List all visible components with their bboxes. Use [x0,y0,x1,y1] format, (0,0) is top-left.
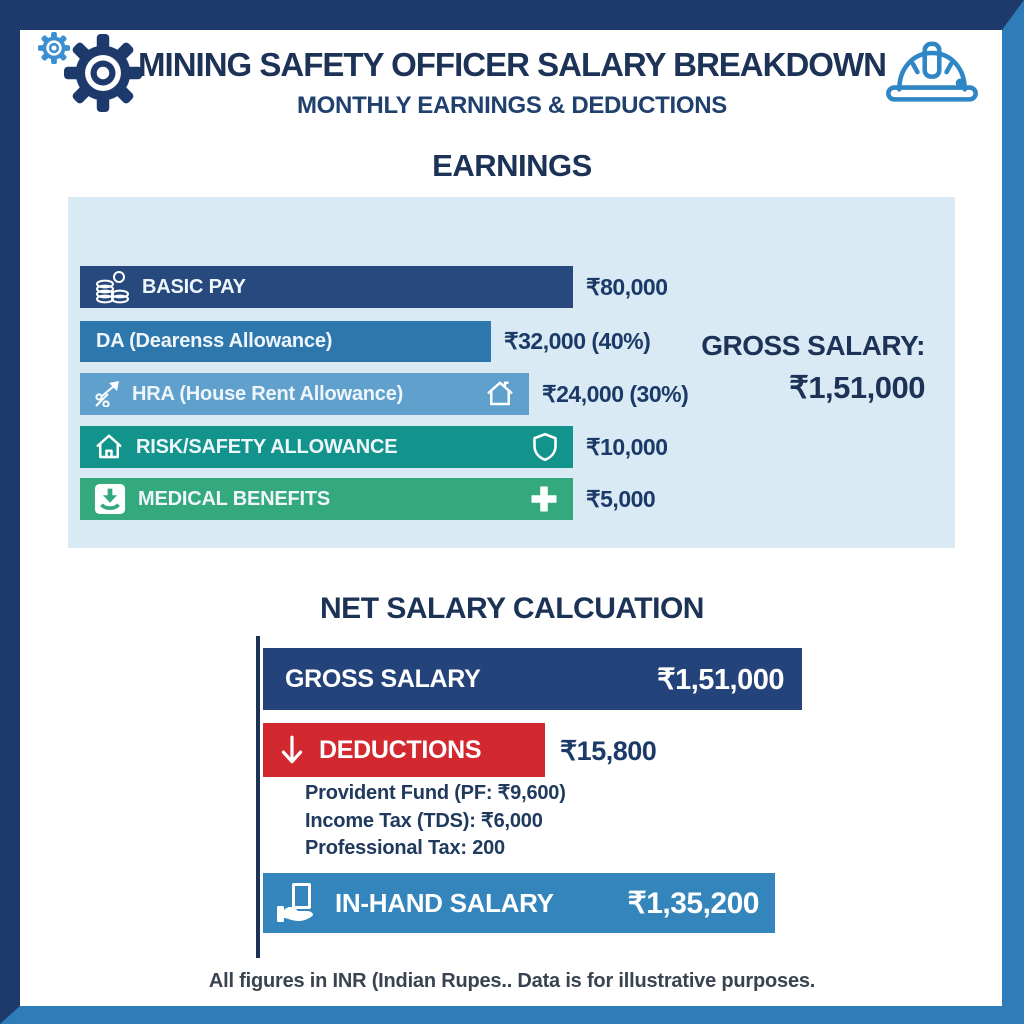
bar-label: DA (Dearenss Allowance) [96,330,333,352]
plus-icon [529,484,559,514]
in-hand-label: IN-HAND SALARY [335,887,554,918]
deductions-label: DEDUCTIONS [319,735,482,764]
gross-salary-label: GROSS SALARY: [701,330,925,361]
medical-bar [80,478,573,520]
earnings-section-title: EARNINGS [432,148,592,183]
bar-label: BASIC PAY [142,275,246,298]
earning-row-basic-pay [80,266,667,308]
deduction-item: Income Tax (TDS): ₹6,000 [305,809,543,832]
page-subtitle: MONTHLY EARNINGS & DEDUCTIONS [296,92,727,119]
deduction-item: Provident Fund (PF: ₹9,600) [305,782,566,804]
earning-row-da [80,321,650,362]
bar-label: MEDICAL BENEFITS [138,487,330,510]
hard-hat-icon [882,36,982,115]
deduction-item: Professional Tax: 200 [305,837,505,859]
medical-receive-icon [94,483,126,515]
house-icon [94,432,124,462]
bar-label: HRA (House Rent Allowance) [132,382,404,405]
page-title: MINING SAFETY OFFICER SALARY BREAKDOWN [138,46,886,83]
gross-salary-value: ₹1,51,000 [789,370,925,405]
down-arrow-icon [279,734,305,766]
hand-money-icon [275,881,323,925]
deductions-bar [263,723,545,777]
bar-value: ₹5,000 [586,485,656,512]
axis-line [256,636,260,958]
risk-safety-bar [80,426,573,468]
in-hand-value: ₹1,35,200 [627,886,759,920]
da-bar [80,321,491,362]
bar-label: RISK/SAFETY ALLOWANCE [136,435,398,458]
bar-value: ₹10,000 [586,433,668,460]
percent-growth-icon [94,381,120,407]
footer-note: All figures in INR (Indian Rupes.. Data is for illustrative purposes. [208,970,816,992]
net-gross-salary-bar [263,648,802,710]
deduction-items-list [305,780,566,863]
earning-row-risk-safety [80,426,667,468]
bar-value: ₹80,000 [586,273,668,300]
bar-value: ₹32,000 (40%) [504,328,651,354]
net-salary-section-title: NET SALARY CALCUATION [320,592,704,625]
house-icon [485,379,515,409]
net-gross-value: ₹1,51,000 [657,663,784,696]
hra-bar [80,373,529,415]
net-gross-label: GROSS SALARY [285,664,481,693]
basic-pay-bar [80,266,573,308]
deductions-value: ₹15,800 [560,736,657,766]
bar-value: ₹24,000 (30%) [542,380,689,407]
in-hand-salary-bar [263,873,775,933]
shield-icon [531,431,559,463]
earning-row-medical [80,478,655,520]
coins-icon [94,269,130,305]
gross-salary-summary [701,330,925,406]
earning-row-hra [80,373,688,415]
